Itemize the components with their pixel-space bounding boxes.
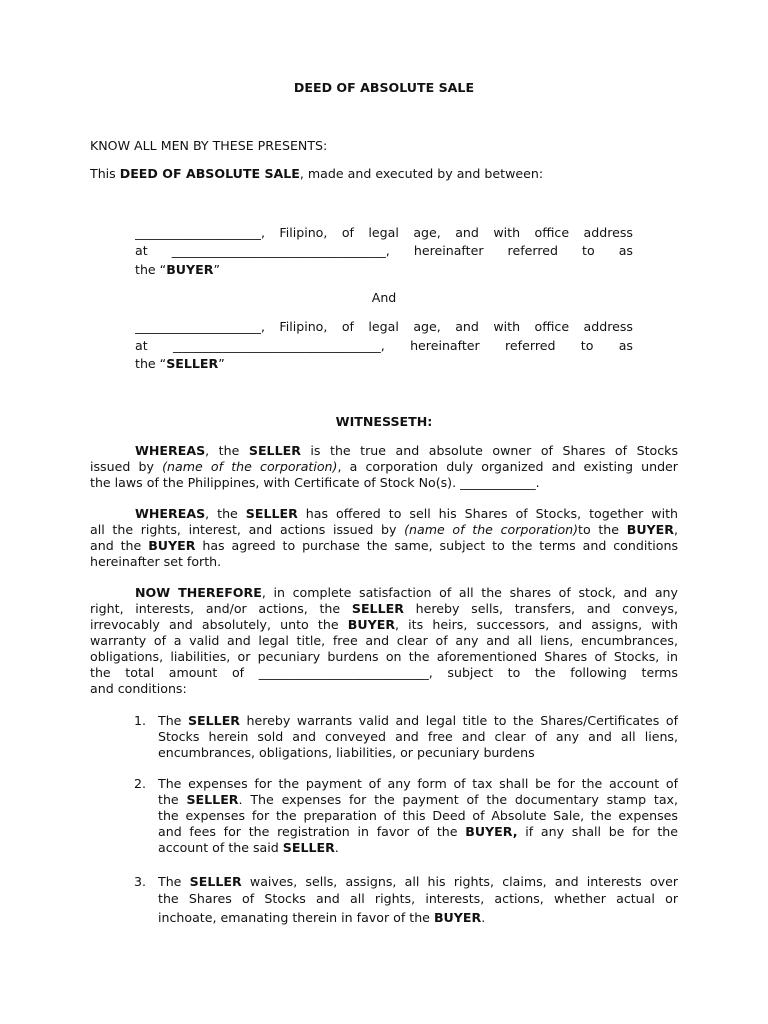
and-separator: And — [371, 290, 397, 305]
seller-address-line: at _________________________________, hereinafter referred to as — [135, 338, 633, 353]
condition-3-number: 3. — [134, 874, 147, 889]
whereas1-line3: the laws of the Philippines, with Certificate of Stock No(s). ____________. — [90, 475, 540, 490]
whereas2-line3: and the BUYER has agreed to purchase the same, subject to the terms and conditions — [90, 538, 678, 553]
know-all-heading: KNOW ALL MEN BY THESE PRESENTS: — [90, 138, 328, 153]
condition-2-line5: account of the said SELLER. — [158, 840, 339, 855]
condition-3-line2: the Shares of Stocks and all rights, interests, actions, whether actual or — [158, 891, 678, 906]
now-therefore-line4: warranty of a valid and legal title, free and clear of any and all liens, encumbrances, — [90, 633, 678, 648]
condition-3-line3: inchoate, emanating therein in favor of the BUYER. — [158, 910, 486, 925]
condition-1-number: 1. — [134, 713, 147, 728]
now-therefore-line3: irrevocably and absolutely, unto the BUYER, its heirs, successors, and assigns, with — [90, 617, 678, 632]
buyer-address-line: at __________________________________, hereinafter referred to as — [135, 243, 633, 258]
condition-1-line1: The SELLER hereby warrants valid and legal title to the Shares/Certificates of — [158, 713, 678, 728]
whereas2-line2: all the rights, interest, and actions issued by (name of the corporation)to the BUYER, — [90, 522, 678, 537]
condition-2-number: 2. — [134, 776, 147, 791]
condition-3-line1: The SELLER waives, sells, assigns, all his rights, claims, and interests over — [158, 874, 678, 889]
condition-2-line4: and fees for the registration in favor of the BUYER, if any shall be for the — [158, 824, 678, 839]
condition-2-line2: the SELLER. The expenses for the payment of the documentary stamp tax, — [158, 792, 678, 807]
whereas1-line1: WHEREAS, the SELLER is the true and absolute owner of Shares of Stocks — [135, 443, 678, 458]
buyer-name-line: ____________________, Filipino, of legal age, and with office address — [135, 225, 633, 240]
whereas1-line2: issued by (name of the corporation), a corporation duly organized and existing under — [90, 459, 678, 474]
condition-2-line1: The expenses for the payment of any form of tax shall be for the account of — [158, 776, 678, 791]
document-title: DEED OF ABSOLUTE SALE — [293, 80, 475, 95]
condition-1-line2: Stocks herein sold and conveyed and free and clear of any and all liens, — [158, 729, 678, 744]
now-therefore-line5: obligations, liabilities, or pecuniary burdens on the aforementioned Shares of Stocks, in — [90, 649, 678, 664]
seller-designation: the “SELLER” — [135, 356, 225, 371]
now-therefore-line2: right, interests, and/or actions, the SELLER hereby sells, transfers, and conveys, — [90, 601, 678, 616]
witnesseth-heading: WITNESSETH: — [335, 414, 433, 429]
seller-name-line: ____________________, Filipino, of legal age, and with office address — [135, 319, 633, 334]
whereas2-line4: hereinafter set forth. — [90, 554, 222, 569]
whereas2-line1: WHEREAS, the SELLER has offered to sell his Shares of Stocks, together with — [135, 506, 678, 521]
now-therefore-line7: and conditions: — [90, 681, 187, 696]
condition-2-line3: the expenses for the preparation of this Deed of Absolute Sale, the expenses — [158, 808, 678, 823]
now-therefore-line1: NOW THEREFORE, in complete satisfaction of all the shares of stock, and any — [135, 585, 678, 600]
now-therefore-line6: the total amount of ___________________________, subject to the following terms — [90, 665, 678, 680]
condition-1-line3: encumbrances, obligations, liabilities, or pecuniary burdens — [158, 745, 535, 760]
buyer-designation: the “BUYER” — [135, 262, 220, 277]
intro-paragraph: This DEED OF ABSOLUTE SALE, made and executed by and between: — [90, 166, 544, 181]
